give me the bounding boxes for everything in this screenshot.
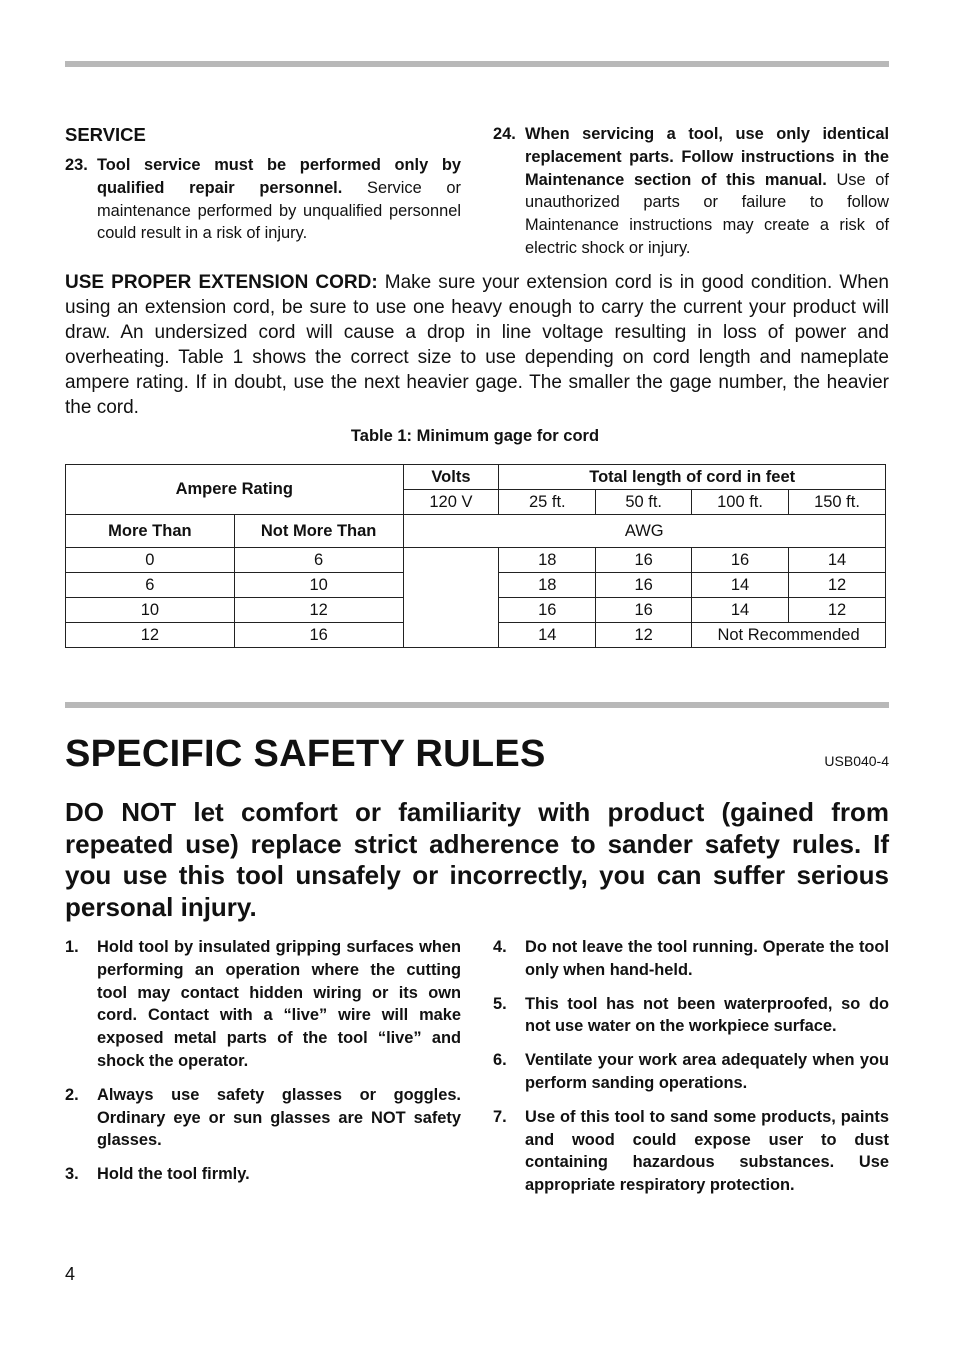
- table-cell: 14: [789, 548, 886, 573]
- item-text: Hold the tool firmly.: [97, 1165, 250, 1184]
- extension-cord-text: Make sure your extension cord is in good condition. When using an extension cord, be sure to use one heavy enough to carry the current your product will draw. An undersized cord will cause a drop in line voltage resulting in loss of power and overheating. Table 1 shows the correct size to use depending on cord length and nameplate ampere rating. If in doubt, use the next heavier gage. The smaller the gage number, the heavier the cord.: [65, 272, 889, 418]
- item-number: 4.: [493, 938, 507, 956]
- item-text: Do not leave the tool running. Operate the tool only when hand-held.: [525, 938, 889, 979]
- page-number: 4: [65, 1264, 76, 1284]
- table-cell: 16: [596, 573, 692, 598]
- rule-item-2: [65, 1084, 461, 1152]
- warning-statement: DO NOT let comfort or familiarity with product (gained from repeated use) replace strict adherence to sander safety rules. If you use this tool unsafely or incorrectly, you can suffer serious personal injury.: [65, 797, 889, 922]
- table-cell: 16: [234, 623, 403, 648]
- section-divider: [65, 702, 889, 708]
- table-cell: 16: [499, 598, 596, 623]
- table-cell: 6: [66, 573, 235, 598]
- blank-volts-cell: [403, 548, 499, 648]
- item-number: 2.: [65, 1085, 79, 1104]
- not-more-than-header: Not More Than: [234, 515, 403, 548]
- item-number: 1.: [65, 938, 79, 956]
- table-cell: 16: [692, 548, 789, 573]
- table-cell: 10: [234, 573, 403, 598]
- service-heading: SERVICE: [65, 124, 146, 145]
- rule-item-5: [493, 993, 889, 1039]
- total-length-header: Total length of cord in feet: [499, 465, 886, 490]
- table-cell: 10: [66, 598, 235, 623]
- extension-cord-paragraph: [65, 270, 889, 420]
- table-cell: 12: [789, 598, 886, 623]
- table-cell: 16: [596, 598, 692, 623]
- table-cell: 6: [234, 548, 403, 573]
- not-recommended-cell: Not Recommended: [692, 623, 886, 648]
- item-number: 6.: [493, 1051, 507, 1070]
- table-cell: 14: [499, 623, 596, 648]
- rule-item-7: [493, 1106, 889, 1197]
- service-column-left: [65, 124, 461, 256]
- top-divider: [65, 61, 889, 67]
- length-header: 100 ft.: [692, 490, 789, 515]
- more-than-header: More Than: [66, 515, 235, 548]
- length-header: 150 ft.: [789, 490, 886, 515]
- length-header: 50 ft.: [596, 490, 692, 515]
- table-caption: Table 1: Minimum gage for cord: [350, 427, 600, 445]
- extension-cord-lead: USE PROPER EXTENSION CORD:: [65, 272, 378, 293]
- table-cell: 12: [789, 573, 886, 598]
- specific-safety-title: SPECIFIC SAFETY RULES: [65, 733, 546, 775]
- item-bold-text: When servicing a tool, use only identical replacement parts. Follow instructions in the Maintenance section of this manual.: [525, 125, 889, 189]
- rules-column-right: [493, 936, 889, 1208]
- table-label-row: [66, 515, 886, 548]
- item-number: 24.: [493, 125, 516, 143]
- ampere-rating-header: Ampere Rating: [66, 465, 404, 515]
- table-cell: 16: [596, 548, 692, 573]
- rules-column-left: [65, 936, 461, 1197]
- table-header-row: [66, 465, 886, 490]
- item-number: 3.: [65, 1165, 79, 1184]
- rule-item-1: [65, 936, 461, 1073]
- table-cell: 12: [596, 623, 692, 648]
- item-text: Use of this tool to sand some products, paints and wood could expose user to dust containing hazardous substances. Use appropriate respiratory protection.: [525, 1107, 889, 1195]
- service-item-23: [65, 154, 461, 245]
- item-text: This tool has not been waterproofed, so do not use water on the workpiece surface.: [525, 994, 889, 1036]
- service-item-24: [493, 123, 889, 260]
- table-cell: 14: [692, 573, 789, 598]
- rule-item-6: [493, 1049, 889, 1095]
- table-cell: 18: [499, 548, 596, 573]
- cord-gage-table: [65, 464, 886, 648]
- table-cell: 12: [234, 598, 403, 623]
- item-number: 23.: [65, 156, 88, 174]
- length-header: 25 ft.: [499, 490, 596, 515]
- item-text: Use of unauthorized parts or failure to follow Maintenance instructions may create a risk of electric shock or injury.: [525, 170, 889, 257]
- item-text: Always use safety glasses or goggles. Ordinary eye or sun glasses are NOT safety glasses.: [97, 1085, 461, 1150]
- table-row: [66, 548, 886, 573]
- volts-header: Volts: [403, 465, 499, 490]
- item-number: 7.: [493, 1107, 507, 1126]
- table-cell: 14: [692, 598, 789, 623]
- voltage-cell: 120 V: [403, 490, 499, 515]
- awg-header: AWG: [403, 515, 886, 548]
- item-number: 5.: [493, 994, 507, 1013]
- item-text: Hold tool by insulated gripping surfaces when performing an operation where the cutting tool may contact hidden wiring or its own cord. Contact with a “live” wire will make exposed metal parts of the tool “live” and shock the operator.: [97, 938, 461, 1070]
- table-cell: 12: [66, 623, 235, 648]
- service-column-right: [493, 123, 889, 271]
- item-text: Ventilate your work area adequately when you perform sanding operations.: [525, 1051, 889, 1092]
- document-code: USB040-4: [824, 753, 889, 769]
- rule-item-3: [65, 1163, 461, 1186]
- table-cell: 18: [499, 573, 596, 598]
- item-bold-text: Tool service must be performed only by qualified repair personnel.: [97, 156, 461, 197]
- rule-item-4: [493, 936, 889, 982]
- table-cell: 0: [66, 548, 235, 573]
- item-text: Service or maintenance performed by unqualified personnel could result in a risk of injury.: [97, 178, 461, 243]
